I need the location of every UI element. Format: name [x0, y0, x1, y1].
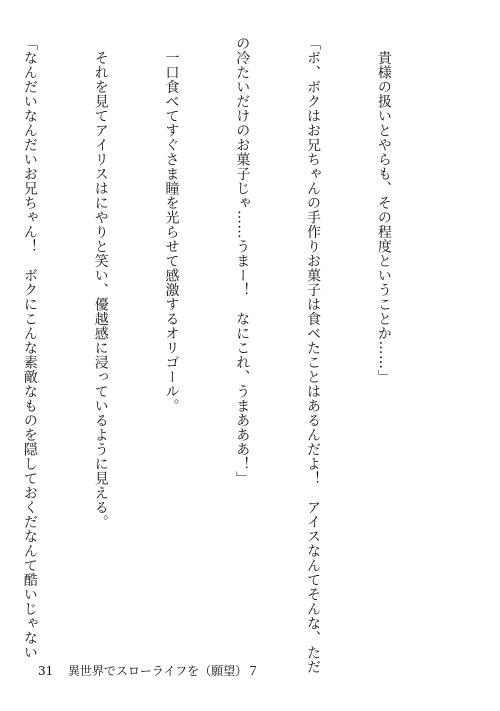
text-line: の冷たいだけのお菓子じゃ……うまー！ なにこれ、うまあああ！」	[234, 36, 251, 486]
text-line: 貴様の扱いとやらも、その程度ということか……」	[375, 36, 392, 384]
text-line: それを見てアイリスはにやりと笑い、優越感に浸っているように見える。	[92, 36, 109, 529]
page-footer	[38, 662, 259, 679]
text-line: 一口食べてすぐさま瞳を光らせて感激するオリゴール。	[163, 36, 180, 413]
text-line: 「ボ、ボクはお兄ちゃんの手作りお菓子は食べたことはあるんだよ！ アイスなんてそんな、ただ	[305, 36, 322, 674]
text-line: 「なんだいなんだいお兄ちゃん！ ボクにこんな素敵なものを隠しておくだなんて酷いじゃない	[21, 36, 38, 660]
book-title: 異世界でスローライフを（願望）７	[67, 664, 260, 678]
page-number: 31	[38, 664, 54, 678]
